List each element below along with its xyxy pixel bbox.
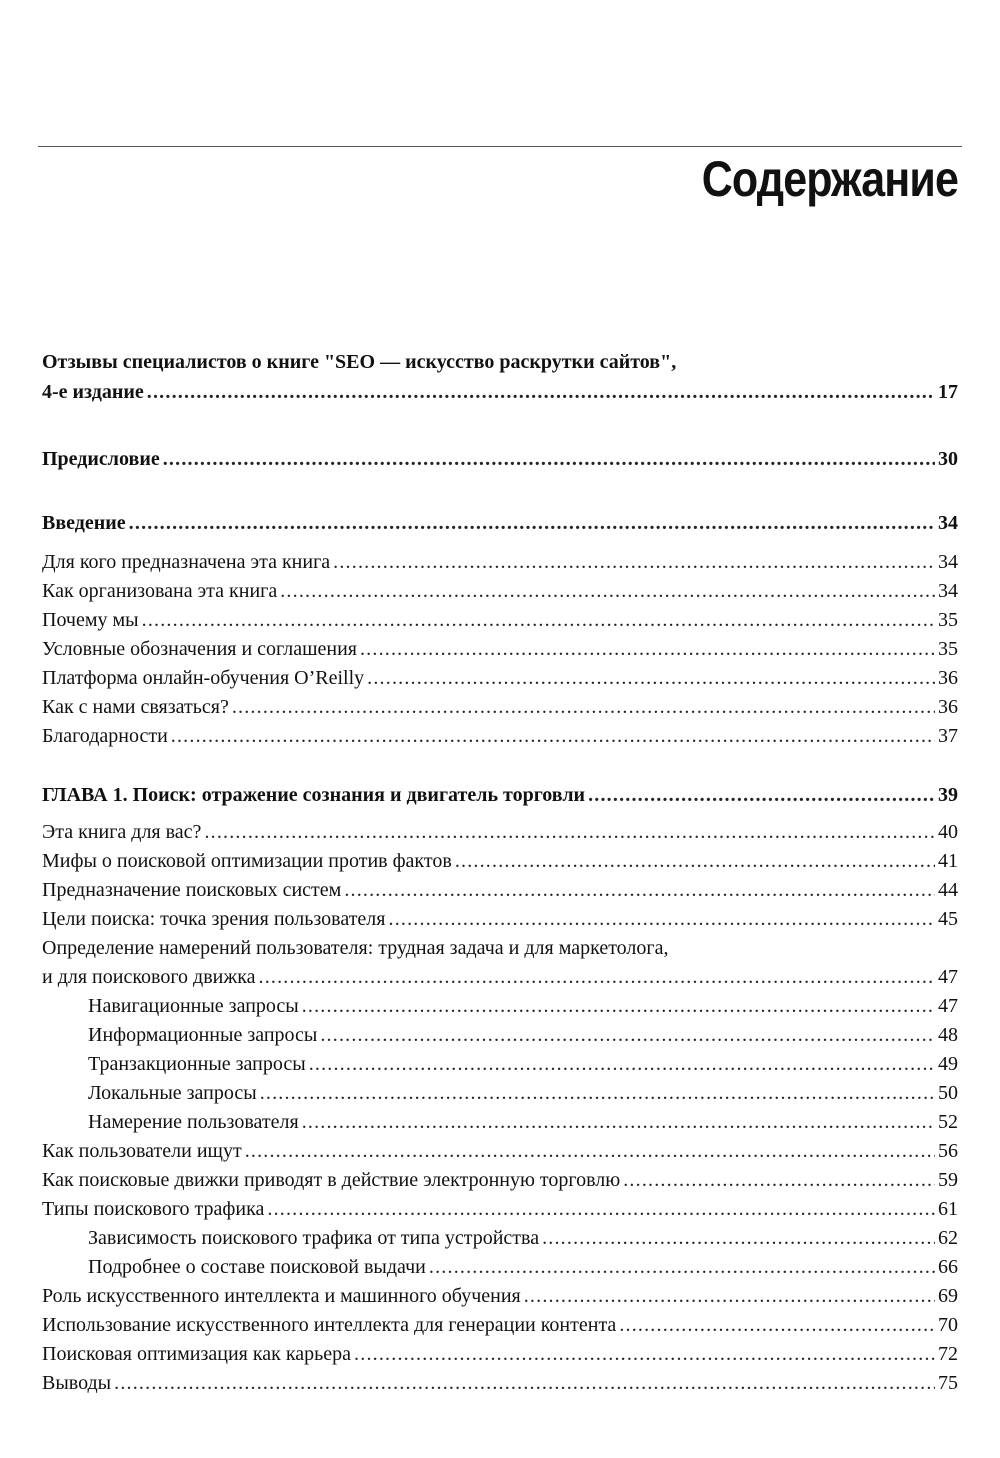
toc-page-number: 36 xyxy=(938,696,958,718)
dot-leader xyxy=(429,1253,935,1282)
toc-entry-label: Подробнее о составе поисковой выдачи xyxy=(88,1256,426,1278)
toc-page-number: 34 xyxy=(938,580,958,602)
toc-page-number: 34 xyxy=(938,551,958,573)
toc-page-number: 44 xyxy=(938,879,958,901)
toc-entry-label: Почему мы xyxy=(42,609,139,631)
toc-entry[interactable] xyxy=(42,635,958,664)
toc-entry-label: Типы поискового трафика xyxy=(42,1198,265,1220)
toc-page-number: 45 xyxy=(938,908,958,930)
toc-entry[interactable] xyxy=(42,905,958,934)
toc-subentry[interactable] xyxy=(88,1108,958,1137)
page-title: Содержание xyxy=(701,151,958,207)
toc-entry-label: Мифы о поисковой оптимизации против фактов xyxy=(42,850,452,872)
toc-page-number: 30 xyxy=(938,448,958,470)
dot-leader xyxy=(619,1311,935,1340)
toc-page-number: 70 xyxy=(938,1314,958,1336)
toc-page-number: 47 xyxy=(938,966,958,988)
toc-entry[interactable] xyxy=(42,1282,958,1311)
toc-entry-label: Локальные запросы xyxy=(88,1082,257,1104)
toc-subentry[interactable] xyxy=(88,1021,958,1050)
toc-entry[interactable] xyxy=(42,722,958,751)
toc-entry-reviews[interactable] xyxy=(42,378,958,407)
toc-entry-label: ГЛАВА 1. Поиск: отражение сознания и двигатель торговли xyxy=(42,784,586,806)
dot-leader xyxy=(320,1021,935,1050)
dot-leader xyxy=(232,693,935,722)
toc-subentry[interactable] xyxy=(88,1079,958,1108)
toc-entry-label: Цели поиска: точка зрения пользователя xyxy=(42,908,386,930)
toc-page-number: 72 xyxy=(938,1343,958,1365)
toc-entry-label: Роль искусственного интеллекта и машинного обучения xyxy=(42,1285,521,1307)
toc-entry[interactable] xyxy=(42,876,958,905)
toc-page-number: 34 xyxy=(938,512,958,534)
dot-leader xyxy=(354,1340,935,1369)
toc-entry-label: Намерение пользователя xyxy=(88,1111,299,1133)
toc-page-number: 49 xyxy=(938,1053,958,1075)
dot-leader xyxy=(129,509,935,538)
dot-leader xyxy=(623,1166,935,1195)
toc-entry[interactable] xyxy=(42,693,958,722)
toc-subentry[interactable] xyxy=(88,1253,958,1282)
toc-page-number: 62 xyxy=(938,1227,958,1249)
dot-leader xyxy=(245,1137,935,1166)
dot-leader xyxy=(360,635,935,664)
toc-page-number: 66 xyxy=(938,1256,958,1278)
toc-page-number: 35 xyxy=(938,638,958,660)
toc-entry[interactable] xyxy=(42,1137,958,1166)
toc-page-number: 39 xyxy=(938,784,958,806)
dot-leader xyxy=(344,876,935,905)
dot-leader xyxy=(142,606,935,635)
toc-entry[interactable] xyxy=(42,1369,958,1398)
toc-entry-label: Как пользователи ищут xyxy=(42,1140,242,1162)
toc-entry-label: Навигационные запросы xyxy=(88,995,299,1017)
toc-entry-label: Выводы xyxy=(42,1372,112,1394)
toc-entry[interactable] xyxy=(42,577,958,606)
toc-entry-line1[interactable]: Определение намерений пользователя: трудная задача и для маркетолога, xyxy=(42,937,669,959)
dot-leader xyxy=(389,905,936,934)
toc-page-number: 50 xyxy=(938,1082,958,1104)
toc-entry[interactable] xyxy=(42,847,958,876)
toc-entry-label: Для кого предназначена эта книга xyxy=(42,551,331,573)
toc-subentry[interactable] xyxy=(88,1224,958,1253)
toc-page-number: 35 xyxy=(938,609,958,631)
dot-leader xyxy=(260,1079,935,1108)
table-of-contents xyxy=(42,0,958,1458)
toc-entry-label: Благодарности xyxy=(42,725,168,747)
dot-leader xyxy=(267,1195,935,1224)
dot-leader xyxy=(163,445,935,474)
toc-entry-intro[interactable] xyxy=(42,509,958,538)
toc-entry-label: Условные обозначения и соглашения xyxy=(42,638,357,660)
toc-entry-label: Предназначение поисковых систем xyxy=(42,879,342,901)
toc-entry-label: Как организована эта книга xyxy=(42,580,278,602)
toc-entry[interactable] xyxy=(42,1340,958,1369)
toc-entry-label: Предисловие xyxy=(42,448,160,470)
toc-page-number: 48 xyxy=(938,1024,958,1046)
toc-entry[interactable] xyxy=(42,963,958,992)
dot-leader xyxy=(302,1108,935,1137)
toc-entry-label: Введение xyxy=(42,512,126,534)
dot-leader xyxy=(542,1224,935,1253)
toc-page-number: 36 xyxy=(938,667,958,689)
dot-leader xyxy=(524,1282,935,1311)
toc-entry-label: Зависимость поискового трафика от типа устройства xyxy=(88,1227,540,1249)
dot-leader xyxy=(114,1369,935,1398)
toc-entry-label: Информационные запросы xyxy=(88,1024,318,1046)
toc-entry[interactable] xyxy=(42,1195,958,1224)
toc-entry-label: и для поискового движка xyxy=(42,966,256,988)
toc-entry[interactable] xyxy=(42,1166,958,1195)
toc-entry[interactable] xyxy=(42,548,958,577)
toc-subentry[interactable] xyxy=(88,1050,958,1079)
toc-entry-label: Использование искусственного интеллекта для генерации контента xyxy=(42,1314,617,1336)
toc-entry-label: Как поисковые движки приводят в действие электронную торговлю xyxy=(42,1169,621,1191)
dot-leader xyxy=(588,781,935,810)
dot-leader xyxy=(171,722,935,751)
toc-page-number: 41 xyxy=(938,850,958,872)
toc-entry-label: 4-е издание xyxy=(42,381,144,403)
toc-page-number: 59 xyxy=(938,1169,958,1191)
toc-subentry[interactable] xyxy=(88,992,958,1021)
toc-page-number: 56 xyxy=(938,1140,958,1162)
toc-page-number: 47 xyxy=(938,995,958,1017)
toc-page-number: 69 xyxy=(938,1285,958,1307)
toc-entry[interactable] xyxy=(42,664,958,693)
toc-entry-preface[interactable] xyxy=(42,445,958,474)
dot-leader xyxy=(204,818,935,847)
dot-leader xyxy=(259,963,936,992)
dot-leader xyxy=(280,577,935,606)
toc-entry[interactable] xyxy=(42,1311,958,1340)
toc-page-number: 52 xyxy=(938,1111,958,1133)
dot-leader xyxy=(302,992,935,1021)
toc-entry-label: Платформа онлайн-обучения O’Reilly xyxy=(42,667,365,689)
dot-leader xyxy=(367,664,935,693)
toc-entry-label: Поисковая оптимизация как карьера xyxy=(42,1343,352,1365)
toc-page-number: 17 xyxy=(938,381,958,403)
dot-leader xyxy=(333,548,935,577)
toc-entry-chapter-1[interactable] xyxy=(42,781,958,810)
dot-leader xyxy=(309,1050,935,1079)
toc-entry-label: Транзакционные запросы xyxy=(88,1053,306,1075)
toc-entry-label: Как с нами связаться? xyxy=(42,696,229,718)
toc-page-number: 37 xyxy=(938,725,958,747)
toc-page-number: 61 xyxy=(938,1198,958,1220)
dot-leader xyxy=(455,847,935,876)
toc-entry-label: Эта книга для вас? xyxy=(42,821,202,843)
toc-page-number: 75 xyxy=(938,1372,958,1394)
toc-entry-reviews-line1[interactable]: Отзывы специалистов о книге "SEO — искусство раскрутки сайтов", xyxy=(42,351,677,373)
toc-entry[interactable] xyxy=(42,606,958,635)
dot-leader xyxy=(147,378,935,407)
toc-entry[interactable] xyxy=(42,818,958,847)
toc-page-number: 40 xyxy=(938,821,958,843)
